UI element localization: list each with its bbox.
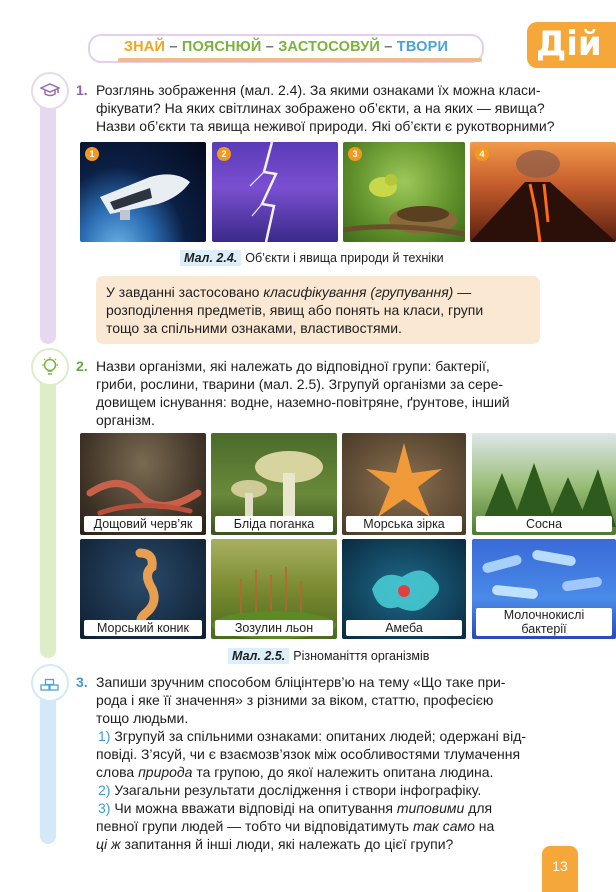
task2-number: 2. — [76, 358, 88, 374]
slogan-word-create: ТВОРИ — [396, 39, 449, 55]
photo-lactic-bacteria — [472, 539, 616, 639]
header-slogan: ЗНАЙ – ПОЯСНЮЙ – ЗАСТОСОВУЙ – ТВОРИ — [123, 39, 449, 55]
slogan-word-apply: ЗАСТОСОВУЙ — [278, 39, 381, 55]
slogan-word-know: ЗНАЙ — [123, 39, 166, 55]
graduation-cap-icon — [31, 72, 69, 110]
task2-text: Назви організми, які належать до відповідної групи: бактерії, гриби, рослини, тварини (мал. 2.5). Згрупуй організми за сере- довищем існування: водне, наземно-повітряне, ґрунтове, інший організм. — [96, 358, 510, 428]
task1-text: Розглянь зображення (мал. 2.4). За якими ознаками їх можна класи- фікувати? На яких світлинах зображено об’єкти, а на яких — явища? Назви об’єкти та явища неживої природи. Які об’єкти є рукотворними? — [96, 82, 555, 134]
label-lactic-bacteria: Молочнокислі бактерії — [476, 608, 612, 636]
photo-seahorse — [80, 539, 206, 639]
definition-text: У завданні застосовано класифікування (групування) — розподілення предметів, явищ або понять на класи, групи тощо за спільними ознаками, властивостями. — [106, 284, 484, 336]
figure-caption-2-4: Мал. 2.4. Об’єкти і явища природи й техніки — [180, 250, 444, 266]
page-number: 13 — [552, 858, 568, 874]
task3-text: Запиши зручним способом бліцінтерв’ю на тему «Що таке при- рода і яке її значення» з різними за віком, статтю, професією тощо людьми. 1) Згрупуй за спільними ознаками: опитаних людей; одержані від- повіді. З’ясуй, чи є взаємозв’язок між особливостями тлумачення слова природа та групою, до якої належить опитана людина. 2) Узагальни результати дослідження і створи інфографіку. 3) Чи можна вважати відповіді на опитування типовими для певної групи людей — тобто чи відповідатимуть так само на ці ж запитання й інші люди, які належать до цієї групи? — [96, 674, 527, 852]
photo-badge-1: 1 — [85, 147, 99, 161]
header-banner-underline — [118, 58, 482, 62]
photo-badge-3: 3 — [348, 147, 362, 161]
photo-badge-2: 2 — [217, 147, 231, 161]
photo-volcano — [470, 142, 616, 242]
photo-spacecraft — [80, 142, 206, 242]
task2-side-bar — [40, 360, 56, 658]
photo-amoeba — [342, 539, 466, 639]
section-tab-label: Дій — [536, 24, 602, 64]
figure-caption-2-5: Мал. 2.5. Різноманіття організмів — [228, 648, 429, 664]
slogan-word-explain: ПОЯСНЮЙ — [181, 39, 262, 55]
label-seahorse: Морський коник — [84, 620, 202, 636]
label-starfish: Морська зірка — [346, 516, 462, 532]
label-pine: Сосна — [476, 516, 612, 532]
photo-earthworm — [80, 433, 206, 535]
task1-number: 1. — [76, 82, 88, 98]
photo-death-cap — [211, 433, 337, 535]
task3-number: 3. — [76, 674, 88, 690]
photo-lightning — [212, 142, 338, 242]
label-amoeba: Амеба — [346, 620, 462, 636]
label-earthworm: Дощовий черв’як — [84, 516, 202, 532]
photo-starfish — [342, 433, 466, 535]
label-haircap-moss: Зозулин льон — [215, 620, 333, 636]
photo-haircap-moss — [211, 539, 337, 639]
task1-side-bar — [40, 86, 56, 344]
photo-badge-4: 4 — [475, 147, 489, 161]
photo-pine — [472, 433, 616, 535]
bricks-icon — [31, 664, 69, 702]
lightbulb-icon — [31, 348, 69, 386]
photo-bird-nest — [343, 142, 465, 242]
label-death-cap: Бліда поганка — [215, 516, 333, 532]
